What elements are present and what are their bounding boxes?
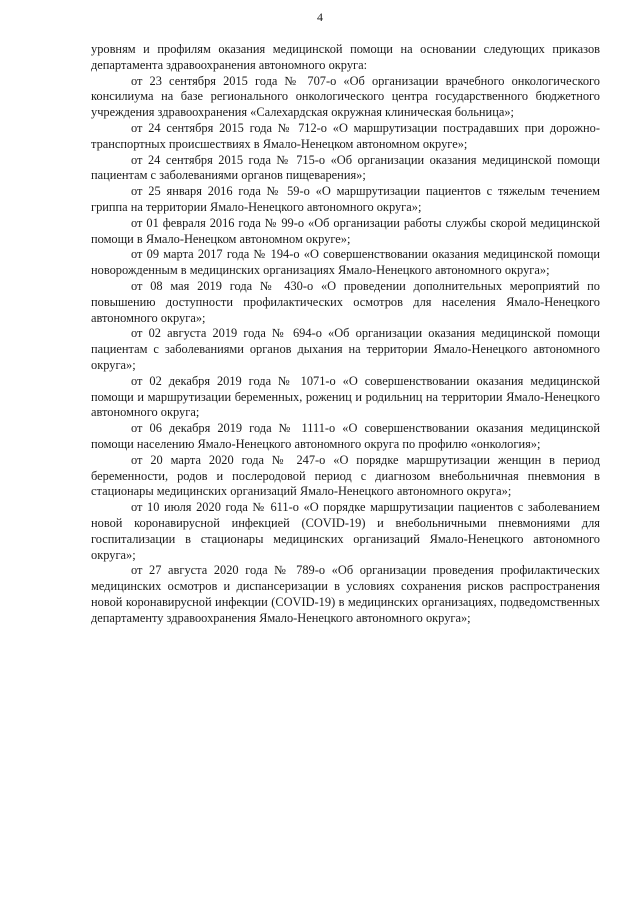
document-body (91, 42, 600, 626)
order-item-789: от 27 августа 2020 года № 789-о «Об организации проведения профилактических медицинских осмотров и диспансеризации в условиях сохранения рисков распространения новой коронавирусной инфекции (COVID-19) в медицинских организациях, подведомственных департаменту здравоохранения Ямало-Ненецкого автономного округа»; (91, 563, 600, 625)
order-item-430: от 08 мая 2019 года № 430-о «О проведении дополнительных мероприятий по повышению доступности профилактических осмотров для населения Ямало-Ненецкого автономного округа»; (91, 278, 600, 325)
order-item-611: от 10 июля 2020 года № 611-о «О порядке маршрутизации пациентов с заболеванием новой коронавирусной инфекцией (COVID-19) и внебольничными пневмониями для госпитализации в стационары медицинских организаций Ямало-Ненецкого автономного округа»; (91, 500, 600, 562)
order-item-707: от 23 сентября 2015 года № 707-о «Об организации врачебного онкологического консилиума на базе регионального онкологического центра государственного бюджетного учреждения здравоохранения «Салехардская окружная клиническая больница»; (91, 73, 600, 120)
page-number: 4 (317, 10, 323, 24)
order-item-712: от 24 сентября 2015 года № 712-о «О маршрутизации пострадавших при дорожно-транспортных происшествиях в Ямало-Ненецком автономном округе»; (91, 120, 600, 151)
order-item-715: от 24 сентября 2015 года № 715-о «Об организации оказания медицинской помощи пациентам с заболеваниями органов пищеварения»; (91, 152, 600, 183)
intro-paragraph: уровням и профилям оказания медицинской помощи на основании следующих приказов департамента здравоохранения автономного округа: (91, 42, 600, 72)
order-item-59: от 25 января 2016 года № 59-о «О маршрутизации пациентов с тяжелым течением гриппа на территории Ямало-Ненецкого автономного округа»; (91, 184, 600, 214)
order-item-694: от 02 августа 2019 года № 694-о «Об организации оказания медицинской помощи пациентам с заболеваниями органов дыхания на территории Ямало-Ненецкого автономного округа»; (91, 326, 600, 372)
order-item-194: от 09 марта 2017 года № 194-о «О совершенствовании оказания медицинской помощи новорожденным в медицинских организациях Ямало-Ненецкого автономного округа»; (91, 247, 600, 278)
order-item-99: от 01 февраля 2016 года № 99-о «Об организации работы службы скорой медицинской помощи в Ямало-Ненецком автономном округе»; (91, 215, 600, 246)
order-item-1111: от 06 декабря 2019 года № 1111-о «О совершенствовании оказания медицинской помощи населению Ямало-Ненецкого автономного округа по профилю «онкология»; (91, 421, 600, 451)
order-item-247: от 20 марта 2020 года № 247-о «О порядке маршрутизации женщин в период беременности, родов и послеродовой период с диагнозом внебольничная пневмония в стационары медицинских организаций Ямало-Ненецкого автономного округа»; (91, 452, 600, 499)
order-item-1071: от 02 декабря 2019 года № 1071-о «О совершенствовании оказания медицинской помощи и маршрутизации беременных, рожениц и родильниц на территории Ямало-Ненецкого автономного округа; (91, 373, 600, 420)
